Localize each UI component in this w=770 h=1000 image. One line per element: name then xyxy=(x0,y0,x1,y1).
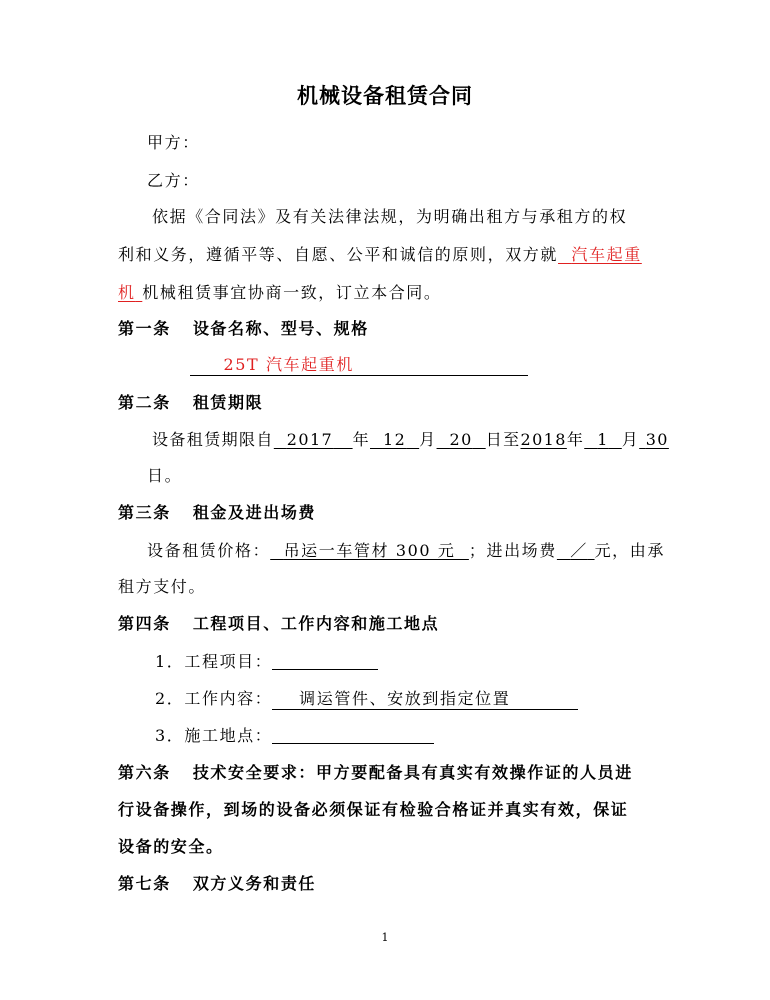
start-day: 20 xyxy=(449,430,473,449)
start-year: 2017 xyxy=(286,430,334,449)
article-7-heading: 第七条 双方义务和责任 xyxy=(118,874,317,893)
article-7-title: 双方义务和责任 xyxy=(192,874,317,893)
article-6-line-2: 行设备操作，到场的设备必须保证有检验合格证并真实有效，保证 xyxy=(118,800,629,819)
article-1-value-row xyxy=(190,354,528,376)
article-4-heading: 第四条 工程项目、工作内容和施工地点 xyxy=(118,614,440,633)
article-2-title: 租赁期限 xyxy=(192,393,264,412)
document-title: 机械设备租赁合同 xyxy=(297,84,473,108)
end-day: 30 xyxy=(645,430,669,449)
equipment-name-part2: 机 xyxy=(118,283,136,302)
article-4-title: 工程项目、工作内容和施工地点 xyxy=(192,614,440,633)
project-item-row: 1．工程项目： xyxy=(155,651,378,673)
page-number: 1 xyxy=(381,931,389,944)
lease-term-end-text: 日。 xyxy=(147,466,183,485)
equipment-name-part1: 汽车起重 xyxy=(571,245,642,264)
article-1-heading: 第一条 设备名称、型号、规格 xyxy=(118,319,369,338)
rent-price-value: 吊运一车管材 300 元 xyxy=(283,541,456,560)
party-b-label: 乙方： xyxy=(147,171,200,190)
end-month: 1 xyxy=(597,430,609,449)
project-blank xyxy=(272,651,378,670)
article-2-heading: 第二条 租赁期限 xyxy=(118,393,264,412)
intro-line-3 xyxy=(118,282,442,304)
entry-fee-value: ／ xyxy=(570,541,588,560)
end-year: 2018 xyxy=(520,430,567,449)
article-6-line-1: 第六条 技术安全要求：甲方要配备具有真实有效操作证的人员进 xyxy=(118,763,633,782)
rent-price-row: 设备租赁价格： 吊运一车管材 300 元 ；进出场费 ／ 元，由承 xyxy=(147,541,665,560)
site-location-blank xyxy=(272,725,434,744)
article-6-line-3: 设备的安全。 xyxy=(118,837,224,856)
intro-line-2 xyxy=(118,244,642,266)
intro-line-1: 依据《合同法》及有关法律法规，为明确出租方与承租方的权 xyxy=(152,207,628,226)
work-content-field: 调运管件、安放到指定位置 xyxy=(272,689,578,710)
article-3-heading: 第三条 租金及进出场费 xyxy=(118,503,317,522)
work-content-row: 2．工作内容： 调运管件、安放到指定位置 xyxy=(155,688,578,710)
equipment-spec-field: 25T 汽车起重机 xyxy=(190,355,528,376)
rent-price-line-2: 租方支付。 xyxy=(118,577,207,596)
article-3-title: 租金及进出场费 xyxy=(192,503,317,522)
party-a-label: 甲方： xyxy=(147,133,200,152)
start-month: 12 xyxy=(382,430,407,449)
site-location-row: 3．施工地点： xyxy=(155,725,434,747)
lease-term-row: 设备租赁期限自 2017 年 12 月 20 日至2018年 1 月 30 xyxy=(152,430,669,449)
article-1-title: 设备名称、型号、规格 xyxy=(192,319,369,338)
intro-line-3-text: 机械租赁事宜协商一致，订立本合同。 xyxy=(142,283,442,302)
intro-line-2-text: 利和义务，遵循平等、自愿、公平和诚信的原则，双方就 xyxy=(118,245,559,264)
